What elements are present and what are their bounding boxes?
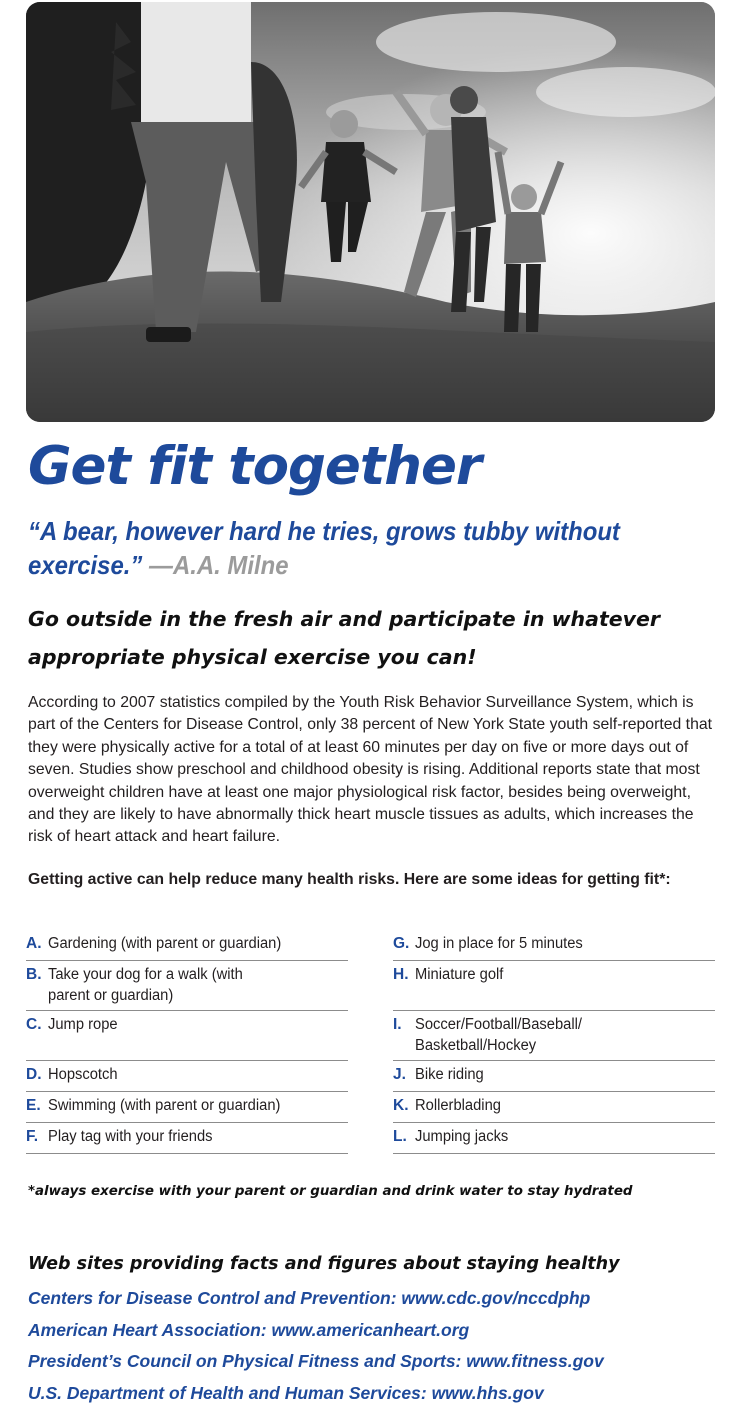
quote-author: —A.A. Milne xyxy=(142,550,288,580)
item-text: Gardening (with parent or guardian) xyxy=(48,933,333,954)
item-text: Soccer/Football/Baseball/ Basketball/Hockey xyxy=(415,1014,605,1056)
item-letter: G. xyxy=(393,933,409,954)
web-sites-heading: Web sites providing facts and figures about staying healthy xyxy=(28,1254,620,1274)
item-letter: L. xyxy=(393,1126,407,1147)
intro-callout: Go outside in the fresh air and participate in whatever appropriate physical exercise you can! xyxy=(28,600,748,676)
item-letter: J. xyxy=(393,1064,406,1085)
item-text: Play tag with your friends xyxy=(48,1126,333,1147)
safety-footnote: *always exercise with your parent or guardian and drink water to stay hydrated xyxy=(28,1184,633,1199)
item-text: Bike riding xyxy=(415,1064,700,1085)
item-text: Swimming (with parent or guardian) xyxy=(48,1095,333,1116)
item-letter: H. xyxy=(393,964,409,985)
item-letter: C. xyxy=(26,1014,42,1035)
item-letter: F. xyxy=(26,1126,38,1147)
milne-quote xyxy=(28,514,672,582)
item-letter: K. xyxy=(393,1095,409,1116)
item-text: Take your dog for a walk (with parent or guardian) xyxy=(48,964,267,1006)
item-text: Jump rope xyxy=(48,1014,333,1035)
item-text: Rollerblading xyxy=(415,1095,700,1116)
item-text: Miniature golf xyxy=(415,964,700,985)
web-link-cdc[interactable]: Centers for Disease Control and Prevention: www.cdc.gov/nccdphp xyxy=(28,1287,604,1319)
list-item xyxy=(393,1011,715,1061)
item-letter: I. xyxy=(393,1014,402,1035)
list-item xyxy=(393,930,715,961)
list-item xyxy=(26,961,348,1011)
ideas-heading: Getting active can help reduce many health risks. Here are some ideas for getting fit*: xyxy=(28,870,718,890)
list-item xyxy=(26,1092,348,1123)
item-letter: E. xyxy=(26,1095,41,1116)
children-running-image xyxy=(26,2,715,422)
ideas-list-left xyxy=(26,930,348,1154)
list-item xyxy=(26,1011,348,1061)
statistics-paragraph: According to 2007 statistics compiled by the Youth Risk Behavior Surveillance System, which is part of the Centers for Disease Control, only 38 percent of New York State youth self-reported that they were physically active for a total of at least 60 minutes per day on five or more days out of seven. Studies show preschool and childhood obesity is rising. Additional reports state that most overweight children have at least one major physiological risk factor, besides being overweight, and they are likely to have abnormally thick heart muscle tissues as adults, which increases the risk of heart attack and heart failure. xyxy=(28,692,718,849)
ideas-list-right xyxy=(393,930,715,1154)
hero-photo xyxy=(26,2,715,422)
list-item xyxy=(393,961,715,1011)
web-link-heart-association[interactable]: American Heart Association: www.americanheart.org xyxy=(28,1319,604,1351)
list-item xyxy=(26,1061,348,1092)
item-letter: A. xyxy=(26,933,42,954)
page-title: Get fit together xyxy=(28,440,481,493)
list-item xyxy=(393,1061,715,1092)
item-text: Jumping jacks xyxy=(415,1126,700,1147)
list-item xyxy=(393,1092,715,1123)
item-letter: B. xyxy=(26,964,42,985)
list-item xyxy=(393,1123,715,1154)
web-link-hhs[interactable]: U.S. Department of Health and Human Services: www.hhs.gov xyxy=(28,1382,604,1413)
list-item xyxy=(26,930,348,961)
list-item xyxy=(26,1123,348,1154)
web-link-fitness-council[interactable]: President’s Council on Physical Fitness and Sports: www.fitness.gov xyxy=(28,1350,604,1382)
item-text: Jog in place for 5 minutes xyxy=(415,933,700,954)
quote-text: “A bear, however hard he tries, grows tubby without exercise.” xyxy=(28,516,620,580)
item-text: Hopscotch xyxy=(48,1064,333,1085)
web-sites-list xyxy=(28,1287,604,1413)
item-letter: D. xyxy=(26,1064,42,1085)
